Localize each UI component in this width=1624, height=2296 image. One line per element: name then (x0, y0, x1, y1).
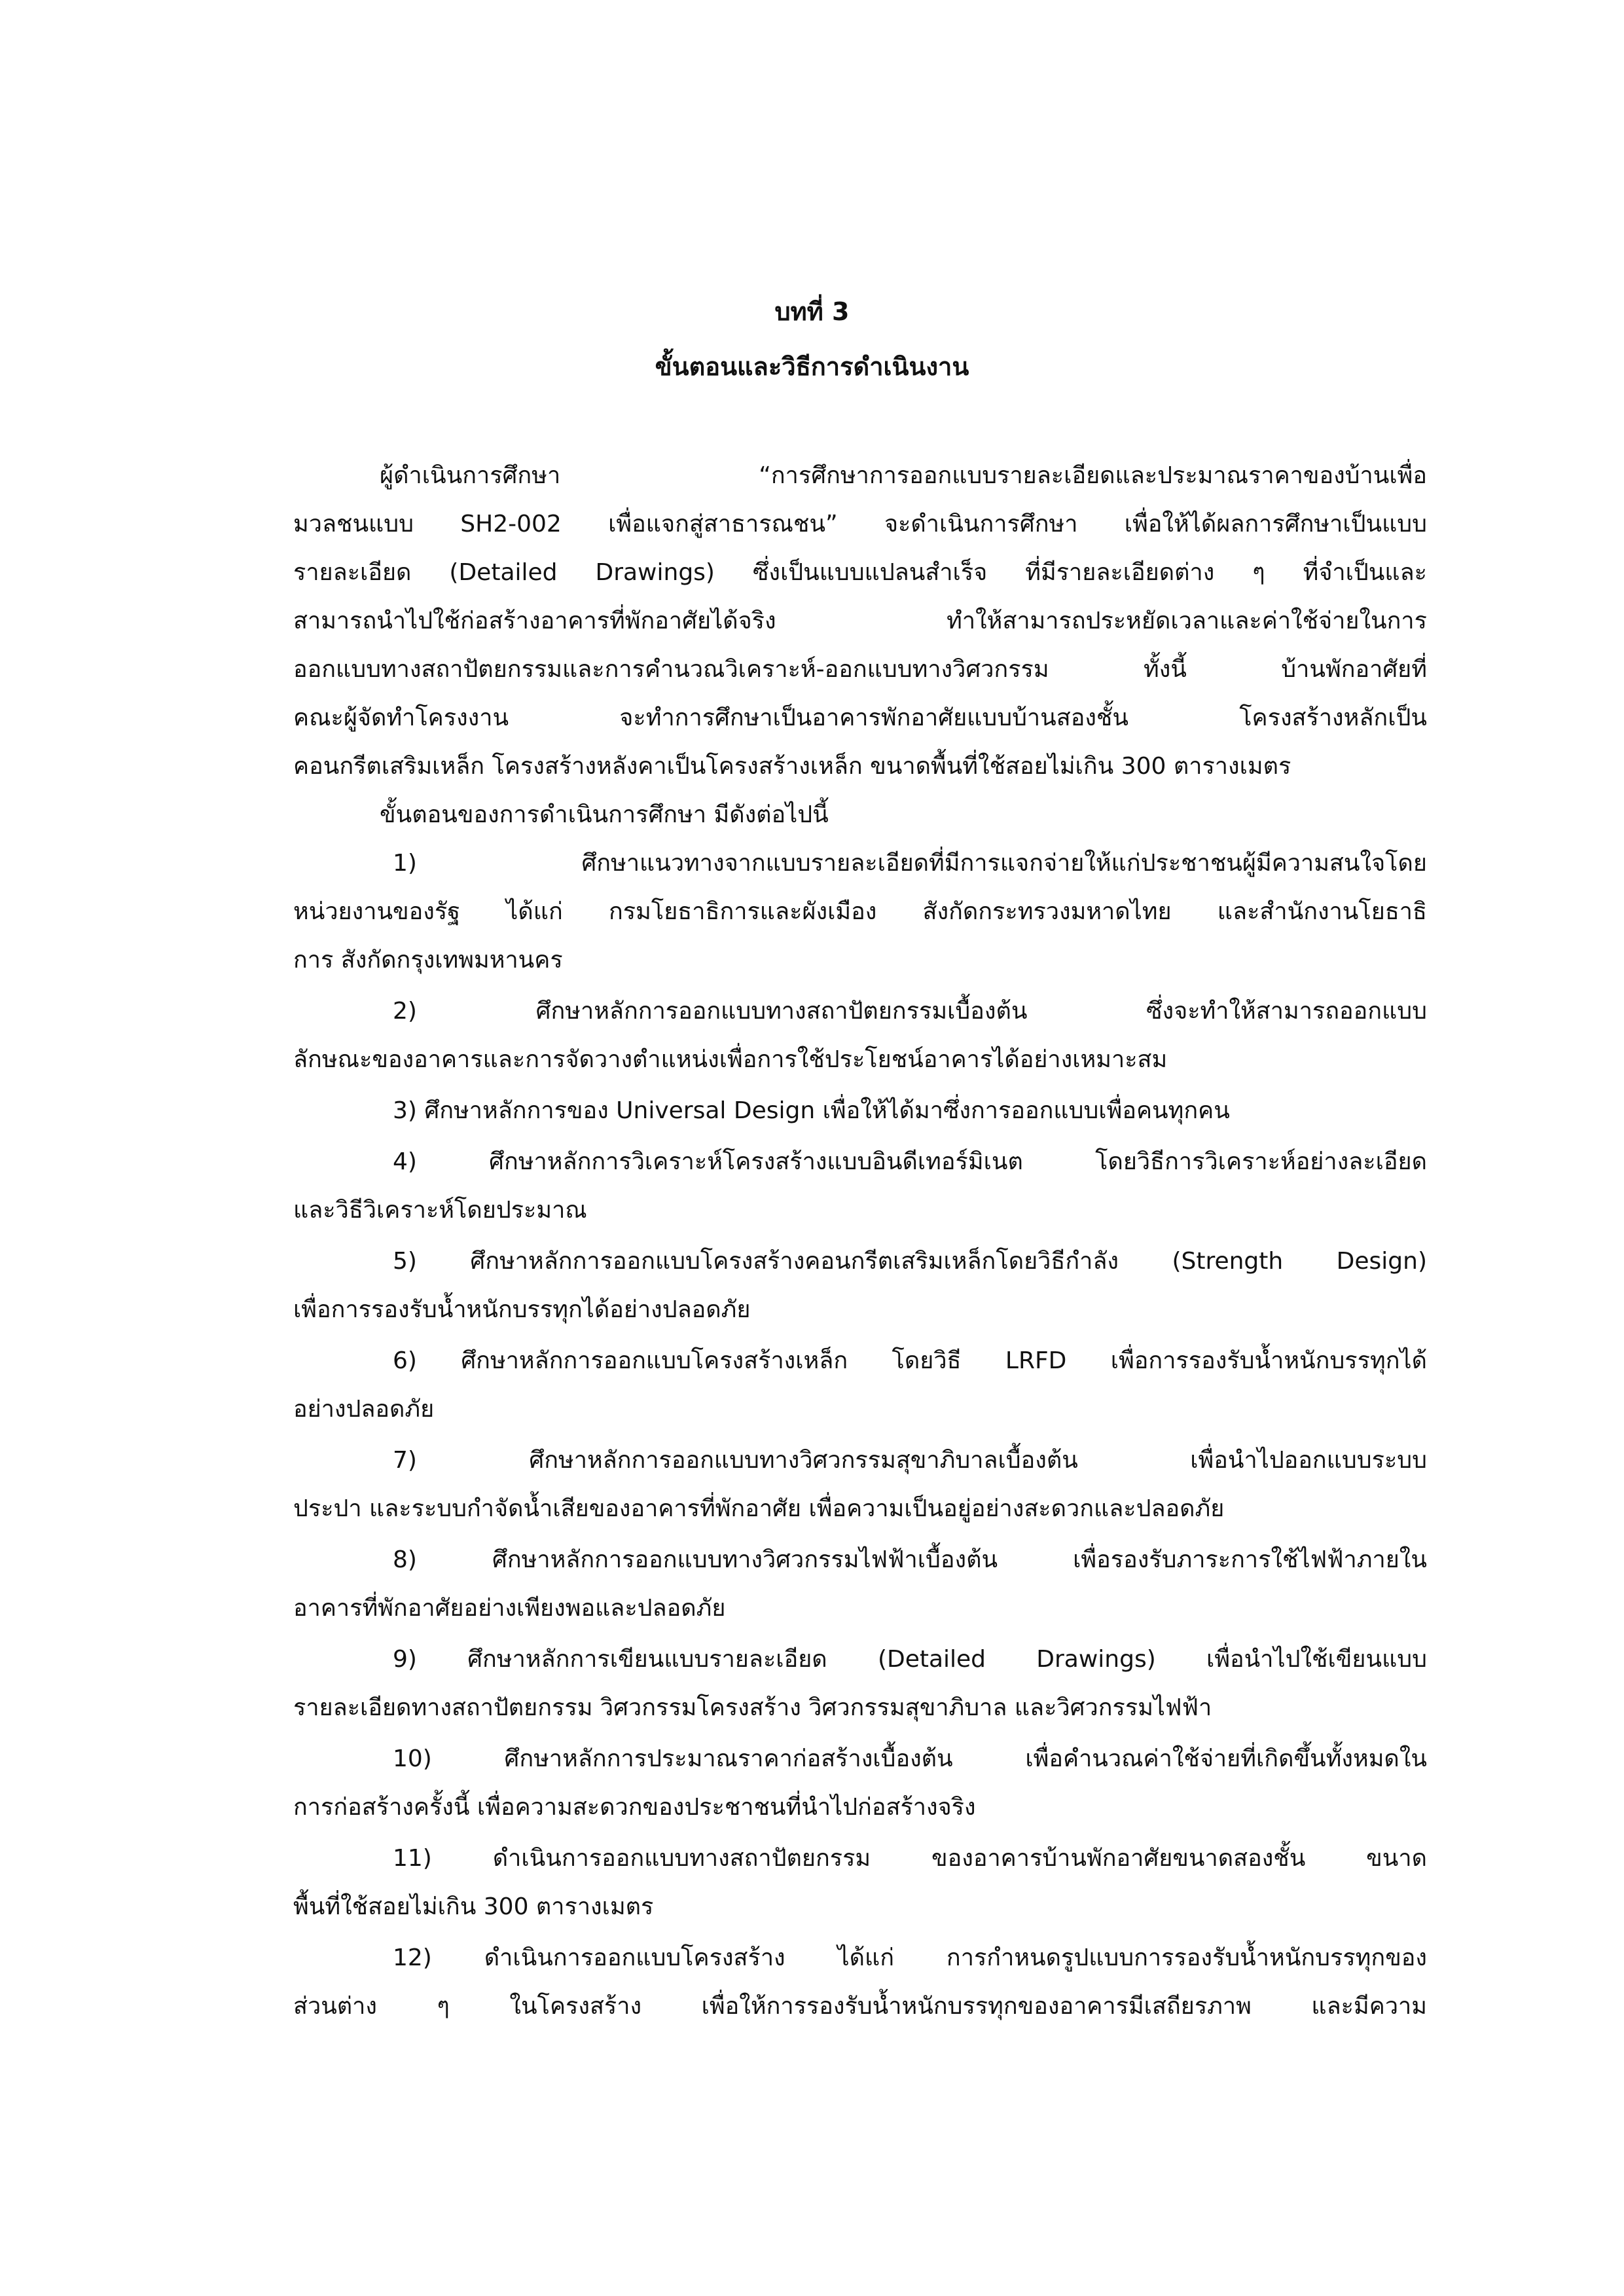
list-item-continuation: ส่วนต่าง ๆ ในโครงสร้าง เพื่อให้การรองรับน้ำหนักบรรทุกของอาคารมีเสถียรภาพ และมีความ (293, 1993, 1427, 2020)
list-item: 11) ดำเนินการออกแบบทางสถาปัตยกรรม ของอาคารบ้านพักอาศัยขนาดสองชั้น ขนาด (393, 1845, 1427, 1872)
paragraph-line: คณะผู้จัดทำโครงงาน จะทำการศึกษาเป็นอาคารพักอาศัยแบบบ้านสองชั้น โครงสร้างหลักเป็น (293, 704, 1427, 731)
list-item-continuation: และวิธีวิเคราะห์โดยประมาณ (293, 1197, 587, 1224)
paragraph-line: ผู้ดำเนินการศึกษา “การศึกษาการออกแบบรายละเอียดและประมาณราคาของบ้านเพื่อ (380, 462, 1427, 489)
chapter-title: ขั้นตอนและวิธีการดำเนินงาน (655, 352, 969, 381)
paragraph-line: ออกแบบทางสถาปัตยกรรมและการคำนวณวิเคราะห์-ออกแบบทางวิศวกรรม ทั้งนี้ บ้านพักอาศัยที่ (293, 656, 1427, 683)
list-item: 10) ศึกษาหลักการประมาณราคาก่อสร้างเบื้องต้น เพื่อคำนวณค่าใช้จ่ายที่เกิดขึ้นทั้งหมดใน (393, 1745, 1427, 1772)
paragraph-line: รายละเอียด (Detailed Drawings) ซึ่งเป็นแบบแปลนสำเร็จ ที่มีรายละเอียดต่าง ๆ ที่จำเป็นและ (293, 559, 1427, 586)
list-item-continuation: หน่วยงานของรัฐ ได้แก่ กรมโยธาธิการและผังเมือง สังกัดกระทรวงมหาดไทย และสำนักงานโยธาธิ (293, 898, 1427, 925)
list-item-continuation: พื้นที่ใช้สอยไม่เกิน 300 ตารางเมตร (293, 1893, 654, 1920)
list-item: 5) ศึกษาหลักการออกแบบโครงสร้างคอนกรีตเสริมเหล็กโดยวิธีกำลัง (Strength Design) (393, 1248, 1427, 1275)
paragraph-line: คอนกรีตเสริมเหล็ก โครงสร้างหลังคาเป็นโครงสร้างเหล็ก ขนาดพื้นที่ใช้สอยไม่เกิน 300 ตารางเมตร (293, 753, 1291, 780)
list-item: 4) ศึกษาหลักการวิเคราะห์โครงสร้างแบบอินดีเทอร์มิเนต โดยวิธีการวิเคราะห์อย่างละเอียด (393, 1148, 1427, 1175)
list-item: 1) ศึกษาแนวทางจากแบบรายละเอียดที่มีการแจกจ่ายให้แก่ประชาชนผู้มีความสนใจโดย (393, 850, 1427, 877)
list-item: 12) ดำเนินการออกแบบโครงสร้าง ได้แก่ การกำหนดรูปแบบการรองรับน้ำหนักบรรทุกของ (393, 1944, 1427, 1971)
paragraph-line: ขั้นตอนของการดำเนินการศึกษา มีดังต่อไปนี้ (380, 801, 829, 828)
list-item-continuation: เพื่อการรองรับน้ำหนักบรรทุกได้อย่างปลอดภัย (293, 1296, 751, 1323)
list-item-continuation: ลักษณะของอาคารและการจัดวางตำแหน่งเพื่อการใช้ประโยชน์อาคารได้อย่างเหมาะสม (293, 1046, 1168, 1073)
list-item-continuation: การก่อสร้างครั้งนี้ เพื่อความสะดวกของประชาชนที่นำไปก่อสร้างจริง (293, 1794, 976, 1821)
list-item: 2) ศึกษาหลักการออกแบบทางสถาปัตยกรรมเบื้องต้น ซึ่งจะทำให้สามารถออกแบบ (393, 998, 1427, 1025)
list-item-continuation: การ สังกัดกรุงเทพมหานคร (293, 947, 563, 974)
list-item: 3) ศึกษาหลักการของ Universal Design เพื่อให้ได้มาซึ่งการออกแบบเพื่อคนทุกคน (393, 1097, 1230, 1124)
list-item: 7) ศึกษาหลักการออกแบบทางวิศวกรรมสุขาภิบาลเบื้องต้น เพื่อนำไปออกแบบระบบ (393, 1447, 1427, 1474)
list-item-continuation: ประปา และระบบกำจัดน้ำเสียของอาคารที่พักอาศัย เพื่อความเป็นอยู่อย่างสะดวกและปลอดภัย (293, 1495, 1225, 1522)
chapter-heading: บทที่ 3 (774, 297, 850, 326)
paragraph-line: สามารถนำไปใช้ก่อสร้างอาคารที่พักอาศัยได้จริง ทำให้สามารถประหยัดเวลาและค่าใช้จ่ายในการ (293, 608, 1427, 634)
list-item: 8) ศึกษาหลักการออกแบบทางวิศวกรรมไฟฟ้าเบื้องต้น เพื่อรองรับภาระการใช้ไฟฟ้าภายใน (393, 1546, 1427, 1573)
list-item: 9) ศึกษาหลักการเขียนแบบรายละเอียด (Detailed Drawings) เพื่อนำไปใช้เขียนแบบ (393, 1646, 1427, 1673)
list-item-continuation: อย่างปลอดภัย (293, 1396, 435, 1423)
list-item-continuation: รายละเอียดทางสถาปัตยกรรม วิศวกรรมโครงสร้าง วิศวกรรมสุขาภิบาล และวิศวกรรมไฟฟ้า (293, 1694, 1212, 1721)
list-item: 6) ศึกษาหลักการออกแบบโครงสร้างเหล็ก โดยวิธี LRFD เพื่อการรองรับน้ำหนักบรรทุกได้ (393, 1347, 1427, 1374)
paragraph-line: มวลชนแบบ SH2-002 เพื่อแจกสู่สาธารณชน” จะดำเนินการศึกษา เพื่อให้ได้ผลการศึกษาเป็นแบบ (293, 511, 1427, 538)
list-item-continuation: อาคารที่พักอาศัยอย่างเพียงพอและปลอดภัย (293, 1595, 726, 1622)
